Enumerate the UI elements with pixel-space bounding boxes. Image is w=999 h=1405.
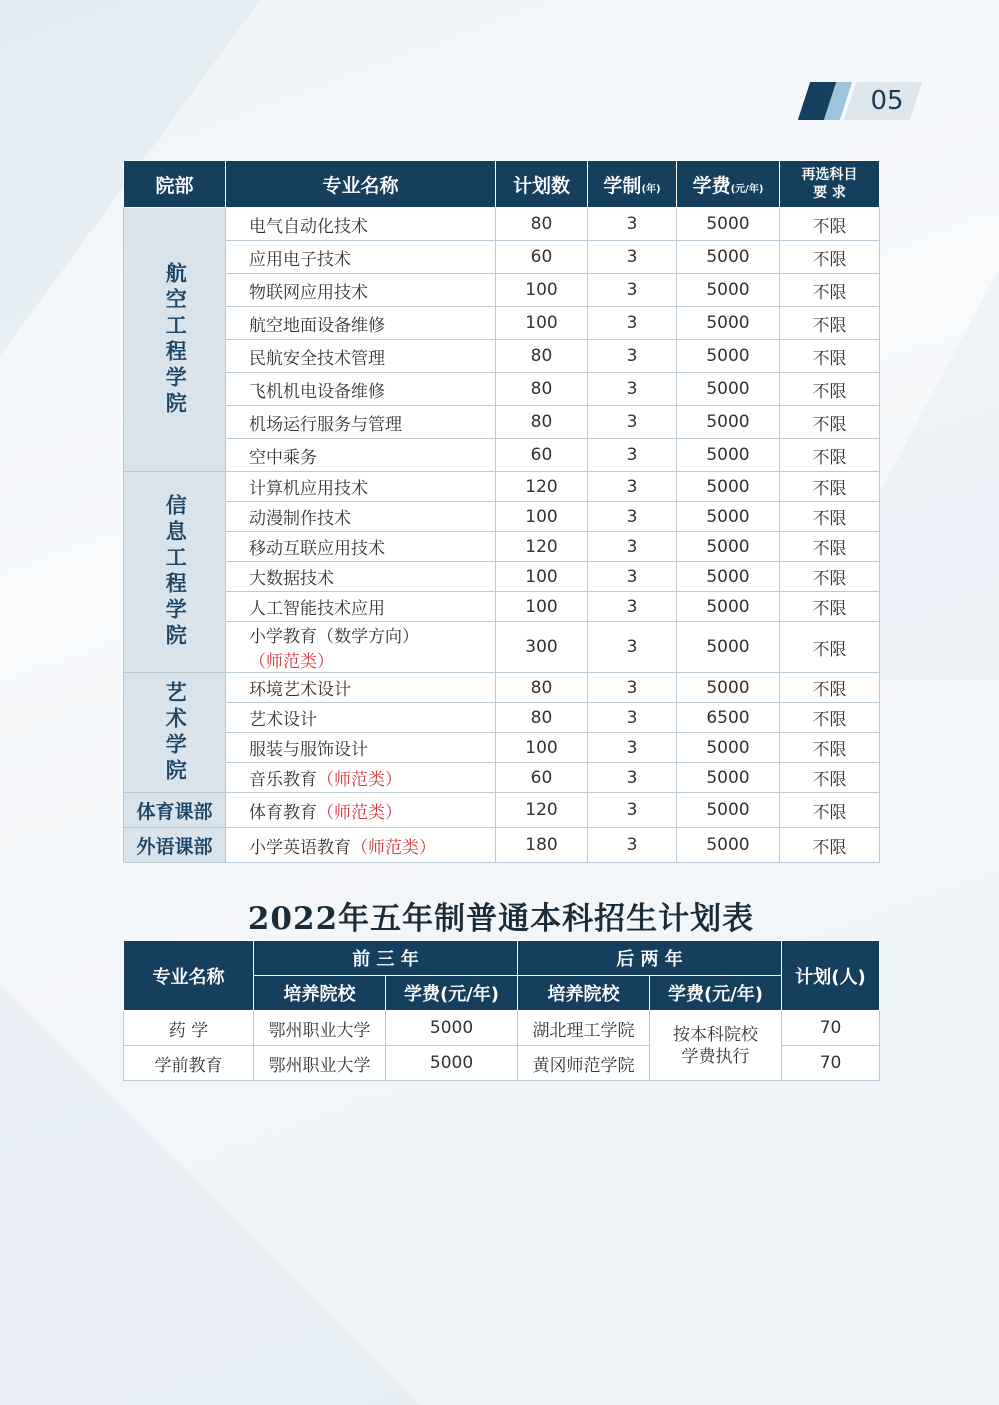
major-name: 小学教育（数学方向） bbox=[249, 627, 419, 647]
requirement-cell: 不限 bbox=[780, 208, 880, 241]
major-name: 民航安全技术管理 bbox=[249, 348, 385, 369]
table-row bbox=[124, 472, 880, 502]
plan-count-cell: 80 bbox=[496, 208, 588, 241]
plan-header-fee1: 学费(元/年) bbox=[386, 976, 518, 1011]
table-row bbox=[124, 373, 880, 406]
fee-cell: 5000 bbox=[677, 502, 780, 532]
plan-count-cell: 60 bbox=[496, 241, 588, 274]
major-name: 移动互联应用技术 bbox=[249, 539, 385, 559]
duration-cell: 3 bbox=[588, 472, 677, 502]
major-name: 空中乘务 bbox=[249, 447, 317, 468]
major-name: 动漫制作技术 bbox=[249, 509, 351, 529]
plan-count-cell: 80 bbox=[496, 673, 588, 703]
major-name: 大数据技术 bbox=[249, 569, 334, 589]
table-body bbox=[124, 208, 880, 863]
major-name: 应用电子技术 bbox=[249, 249, 351, 270]
major-cell bbox=[226, 307, 496, 340]
header-requirement-line1: 再选科目 bbox=[801, 167, 858, 183]
requirement-cell: 不限 bbox=[780, 406, 880, 439]
fee-cell: 5000 bbox=[677, 562, 780, 592]
fee-cell: 5000 bbox=[677, 472, 780, 502]
fee-cell: 5000 bbox=[677, 592, 780, 622]
header-major: 专业名称 bbox=[226, 161, 496, 208]
major-cell bbox=[226, 592, 496, 622]
major-cell bbox=[226, 373, 496, 406]
major-name: 小学英语教育 bbox=[249, 837, 351, 858]
major-cell bbox=[226, 703, 496, 733]
table-row bbox=[124, 241, 880, 274]
plan-count-cell: 100 bbox=[496, 274, 588, 307]
plan-count-cell: 80 bbox=[496, 703, 588, 733]
duration-cell: 3 bbox=[588, 562, 677, 592]
header-fee bbox=[677, 161, 780, 208]
plan-fee1: 5000 bbox=[386, 1011, 518, 1046]
requirement-cell: 不限 bbox=[780, 703, 880, 733]
table-row bbox=[124, 562, 880, 592]
major-cell bbox=[226, 502, 496, 532]
fee-cell: 5000 bbox=[677, 340, 780, 373]
requirement-cell: 不限 bbox=[780, 673, 880, 703]
plan-header-major: 专业名称 bbox=[124, 941, 254, 1011]
plan-major: 药 学 bbox=[124, 1011, 254, 1046]
major-cell bbox=[226, 532, 496, 562]
requirement-cell: 不限 bbox=[780, 793, 880, 828]
plan-count-cell: 100 bbox=[496, 733, 588, 763]
duration-cell: 3 bbox=[588, 793, 677, 828]
requirement-cell: 不限 bbox=[780, 532, 880, 562]
table-row bbox=[124, 208, 880, 241]
teacher-training-note: （师范类） bbox=[317, 770, 402, 790]
plan-header-school2: 培养院校 bbox=[518, 976, 650, 1011]
major-cell bbox=[226, 439, 496, 472]
fee-cell: 6500 bbox=[677, 703, 780, 733]
major-cell bbox=[226, 622, 496, 673]
plan-shared-fee: 按本科院校学费执行 bbox=[650, 1011, 782, 1081]
page-number: 05 bbox=[870, 86, 904, 116]
plan-header-last-two: 后 两 年 bbox=[518, 941, 782, 976]
requirement-cell: 不限 bbox=[780, 622, 880, 673]
dept-cell: 体育课部 bbox=[124, 793, 226, 828]
fee-cell: 5000 bbox=[677, 439, 780, 472]
duration-cell: 3 bbox=[588, 373, 677, 406]
plan-count-cell: 60 bbox=[496, 439, 588, 472]
table-row bbox=[124, 307, 880, 340]
major-cell bbox=[226, 733, 496, 763]
plan-count-cell: 120 bbox=[496, 793, 588, 828]
duration-cell: 3 bbox=[588, 763, 677, 793]
major-cell bbox=[226, 673, 496, 703]
table-row bbox=[124, 592, 880, 622]
requirement-cell: 不限 bbox=[780, 828, 880, 863]
major-name: 计算机应用技术 bbox=[249, 479, 368, 499]
table-row bbox=[124, 502, 880, 532]
plan-school1: 鄂州职业大学 bbox=[254, 1046, 386, 1081]
header-fee-unit: (元/年) bbox=[730, 183, 764, 195]
duration-cell: 3 bbox=[588, 703, 677, 733]
duration-cell: 3 bbox=[588, 502, 677, 532]
plan-count-cell: 100 bbox=[496, 502, 588, 532]
plan-count-cell: 80 bbox=[496, 406, 588, 439]
dept-cell: 艺术学院 bbox=[124, 673, 226, 793]
major-cell bbox=[226, 562, 496, 592]
requirement-cell: 不限 bbox=[780, 439, 880, 472]
requirement-cell: 不限 bbox=[780, 733, 880, 763]
fee-cell: 5000 bbox=[677, 208, 780, 241]
plan-count-cell: 180 bbox=[496, 828, 588, 863]
teacher-training-note: （师范类） bbox=[351, 837, 436, 858]
major-name: 航空地面设备维修 bbox=[249, 315, 385, 336]
plan-count-cell: 120 bbox=[496, 532, 588, 562]
page-number-badge bbox=[800, 82, 922, 120]
major-cell bbox=[226, 274, 496, 307]
major-name: 艺术设计 bbox=[249, 710, 317, 730]
plan-school2: 湖北理工学院 bbox=[518, 1011, 650, 1046]
plan-count-cell: 100 bbox=[496, 592, 588, 622]
major-name: 服装与服饰设计 bbox=[249, 740, 368, 760]
plan-header-row bbox=[124, 941, 880, 976]
major-cell bbox=[226, 406, 496, 439]
plan-count-cell: 100 bbox=[496, 562, 588, 592]
fee-cell: 5000 bbox=[677, 793, 780, 828]
plan-count-cell: 60 bbox=[496, 763, 588, 793]
major-name: 飞机机电设备维修 bbox=[249, 381, 385, 402]
plan-count: 70 bbox=[782, 1046, 880, 1081]
plan-school1: 鄂州职业大学 bbox=[254, 1011, 386, 1046]
plan-table-title: 2022年五年制普通本科招生计划表 bbox=[247, 901, 755, 937]
fee-cell: 5000 bbox=[677, 373, 780, 406]
header-requirement bbox=[780, 161, 880, 208]
duration-cell: 3 bbox=[588, 208, 677, 241]
duration-cell: 3 bbox=[588, 274, 677, 307]
fee-cell: 5000 bbox=[677, 828, 780, 863]
duration-cell: 3 bbox=[588, 340, 677, 373]
major-cell bbox=[226, 208, 496, 241]
table-row bbox=[124, 274, 880, 307]
plan-header-fee2: 学费(元/年) bbox=[650, 976, 782, 1011]
duration-cell: 3 bbox=[588, 439, 677, 472]
plan-major: 学前教育 bbox=[124, 1046, 254, 1081]
requirement-cell: 不限 bbox=[780, 763, 880, 793]
requirement-cell: 不限 bbox=[780, 241, 880, 274]
fee-cell: 5000 bbox=[677, 241, 780, 274]
major-name: 音乐教育 bbox=[249, 770, 317, 790]
table-row bbox=[124, 439, 880, 472]
table-row bbox=[124, 673, 880, 703]
fee-cell: 5000 bbox=[677, 406, 780, 439]
plan-header-count: 计划(人) bbox=[782, 941, 880, 1011]
major-cell bbox=[226, 763, 496, 793]
header-plan: 计划数 bbox=[496, 161, 588, 208]
table-row bbox=[124, 763, 880, 793]
header-requirement-line2: 要 求 bbox=[813, 185, 846, 201]
table-row bbox=[124, 828, 880, 863]
plan-count-cell: 120 bbox=[496, 472, 588, 502]
fee-cell: 5000 bbox=[677, 763, 780, 793]
duration-cell: 3 bbox=[588, 592, 677, 622]
major-cell bbox=[226, 241, 496, 274]
admission-plan-table bbox=[123, 160, 880, 863]
duration-cell: 3 bbox=[588, 532, 677, 562]
table-row bbox=[124, 532, 880, 562]
duration-cell: 3 bbox=[588, 673, 677, 703]
major-name: 电气自动化技术 bbox=[249, 216, 368, 237]
major-name: 物联网应用技术 bbox=[249, 282, 368, 303]
major-name: 体育教育 bbox=[249, 802, 317, 823]
header-duration-unit: (年) bbox=[641, 183, 661, 195]
major-name: 机场运行服务与管理 bbox=[249, 414, 402, 435]
plan-count-cell: 100 bbox=[496, 307, 588, 340]
duration-cell: 3 bbox=[588, 406, 677, 439]
duration-cell: 3 bbox=[588, 307, 677, 340]
requirement-cell: 不限 bbox=[780, 274, 880, 307]
requirement-cell: 不限 bbox=[780, 373, 880, 406]
teacher-training-note: （师范类） bbox=[317, 802, 402, 823]
plan-header-first-three: 前 三 年 bbox=[254, 941, 518, 976]
plan-school2: 黄冈师范学院 bbox=[518, 1046, 650, 1081]
plan-count-cell: 80 bbox=[496, 373, 588, 406]
fee-cell: 5000 bbox=[677, 733, 780, 763]
table-row bbox=[124, 703, 880, 733]
requirement-cell: 不限 bbox=[780, 307, 880, 340]
fee-cell: 5000 bbox=[677, 622, 780, 673]
duration-cell: 3 bbox=[588, 622, 677, 673]
fee-cell: 5000 bbox=[677, 673, 780, 703]
header-dept: 院部 bbox=[124, 161, 226, 208]
table-row bbox=[124, 340, 880, 373]
requirement-cell: 不限 bbox=[780, 592, 880, 622]
table-row bbox=[124, 622, 880, 673]
dept-cell: 信息工程学院 bbox=[124, 472, 226, 673]
major-cell bbox=[226, 828, 496, 863]
duration-cell: 3 bbox=[588, 828, 677, 863]
dept-cell: 航空工程学院 bbox=[124, 208, 226, 472]
teacher-training-note: （师范类） bbox=[249, 652, 334, 672]
requirement-cell: 不限 bbox=[780, 340, 880, 373]
fee-cell: 5000 bbox=[677, 532, 780, 562]
header-duration bbox=[588, 161, 677, 208]
major-name: 人工智能技术应用 bbox=[249, 599, 385, 619]
fee-cell: 5000 bbox=[677, 307, 780, 340]
major-cell bbox=[226, 340, 496, 373]
plan-row bbox=[124, 1011, 880, 1046]
plan-count-cell: 300 bbox=[496, 622, 588, 673]
major-name: 环境艺术设计 bbox=[249, 680, 351, 700]
duration-cell: 3 bbox=[588, 733, 677, 763]
requirement-cell: 不限 bbox=[780, 472, 880, 502]
duration-cell: 3 bbox=[588, 241, 677, 274]
table-row bbox=[124, 793, 880, 828]
table-header-row bbox=[124, 161, 880, 208]
major-cell bbox=[226, 793, 496, 828]
five-year-plan-table bbox=[123, 940, 880, 1081]
dept-cell: 外语课部 bbox=[124, 828, 226, 863]
major-cell bbox=[226, 472, 496, 502]
plan-count-cell: 80 bbox=[496, 340, 588, 373]
header-fee-label: 学费 bbox=[692, 174, 731, 197]
plan-header-school1: 培养院校 bbox=[254, 976, 386, 1011]
requirement-cell: 不限 bbox=[780, 562, 880, 592]
plan-count: 70 bbox=[782, 1011, 880, 1046]
fee-cell: 5000 bbox=[677, 274, 780, 307]
plan-fee1: 5000 bbox=[386, 1046, 518, 1081]
requirement-cell: 不限 bbox=[780, 502, 880, 532]
table-row bbox=[124, 733, 880, 763]
header-duration-label: 学制 bbox=[603, 174, 642, 197]
table-row bbox=[124, 406, 880, 439]
